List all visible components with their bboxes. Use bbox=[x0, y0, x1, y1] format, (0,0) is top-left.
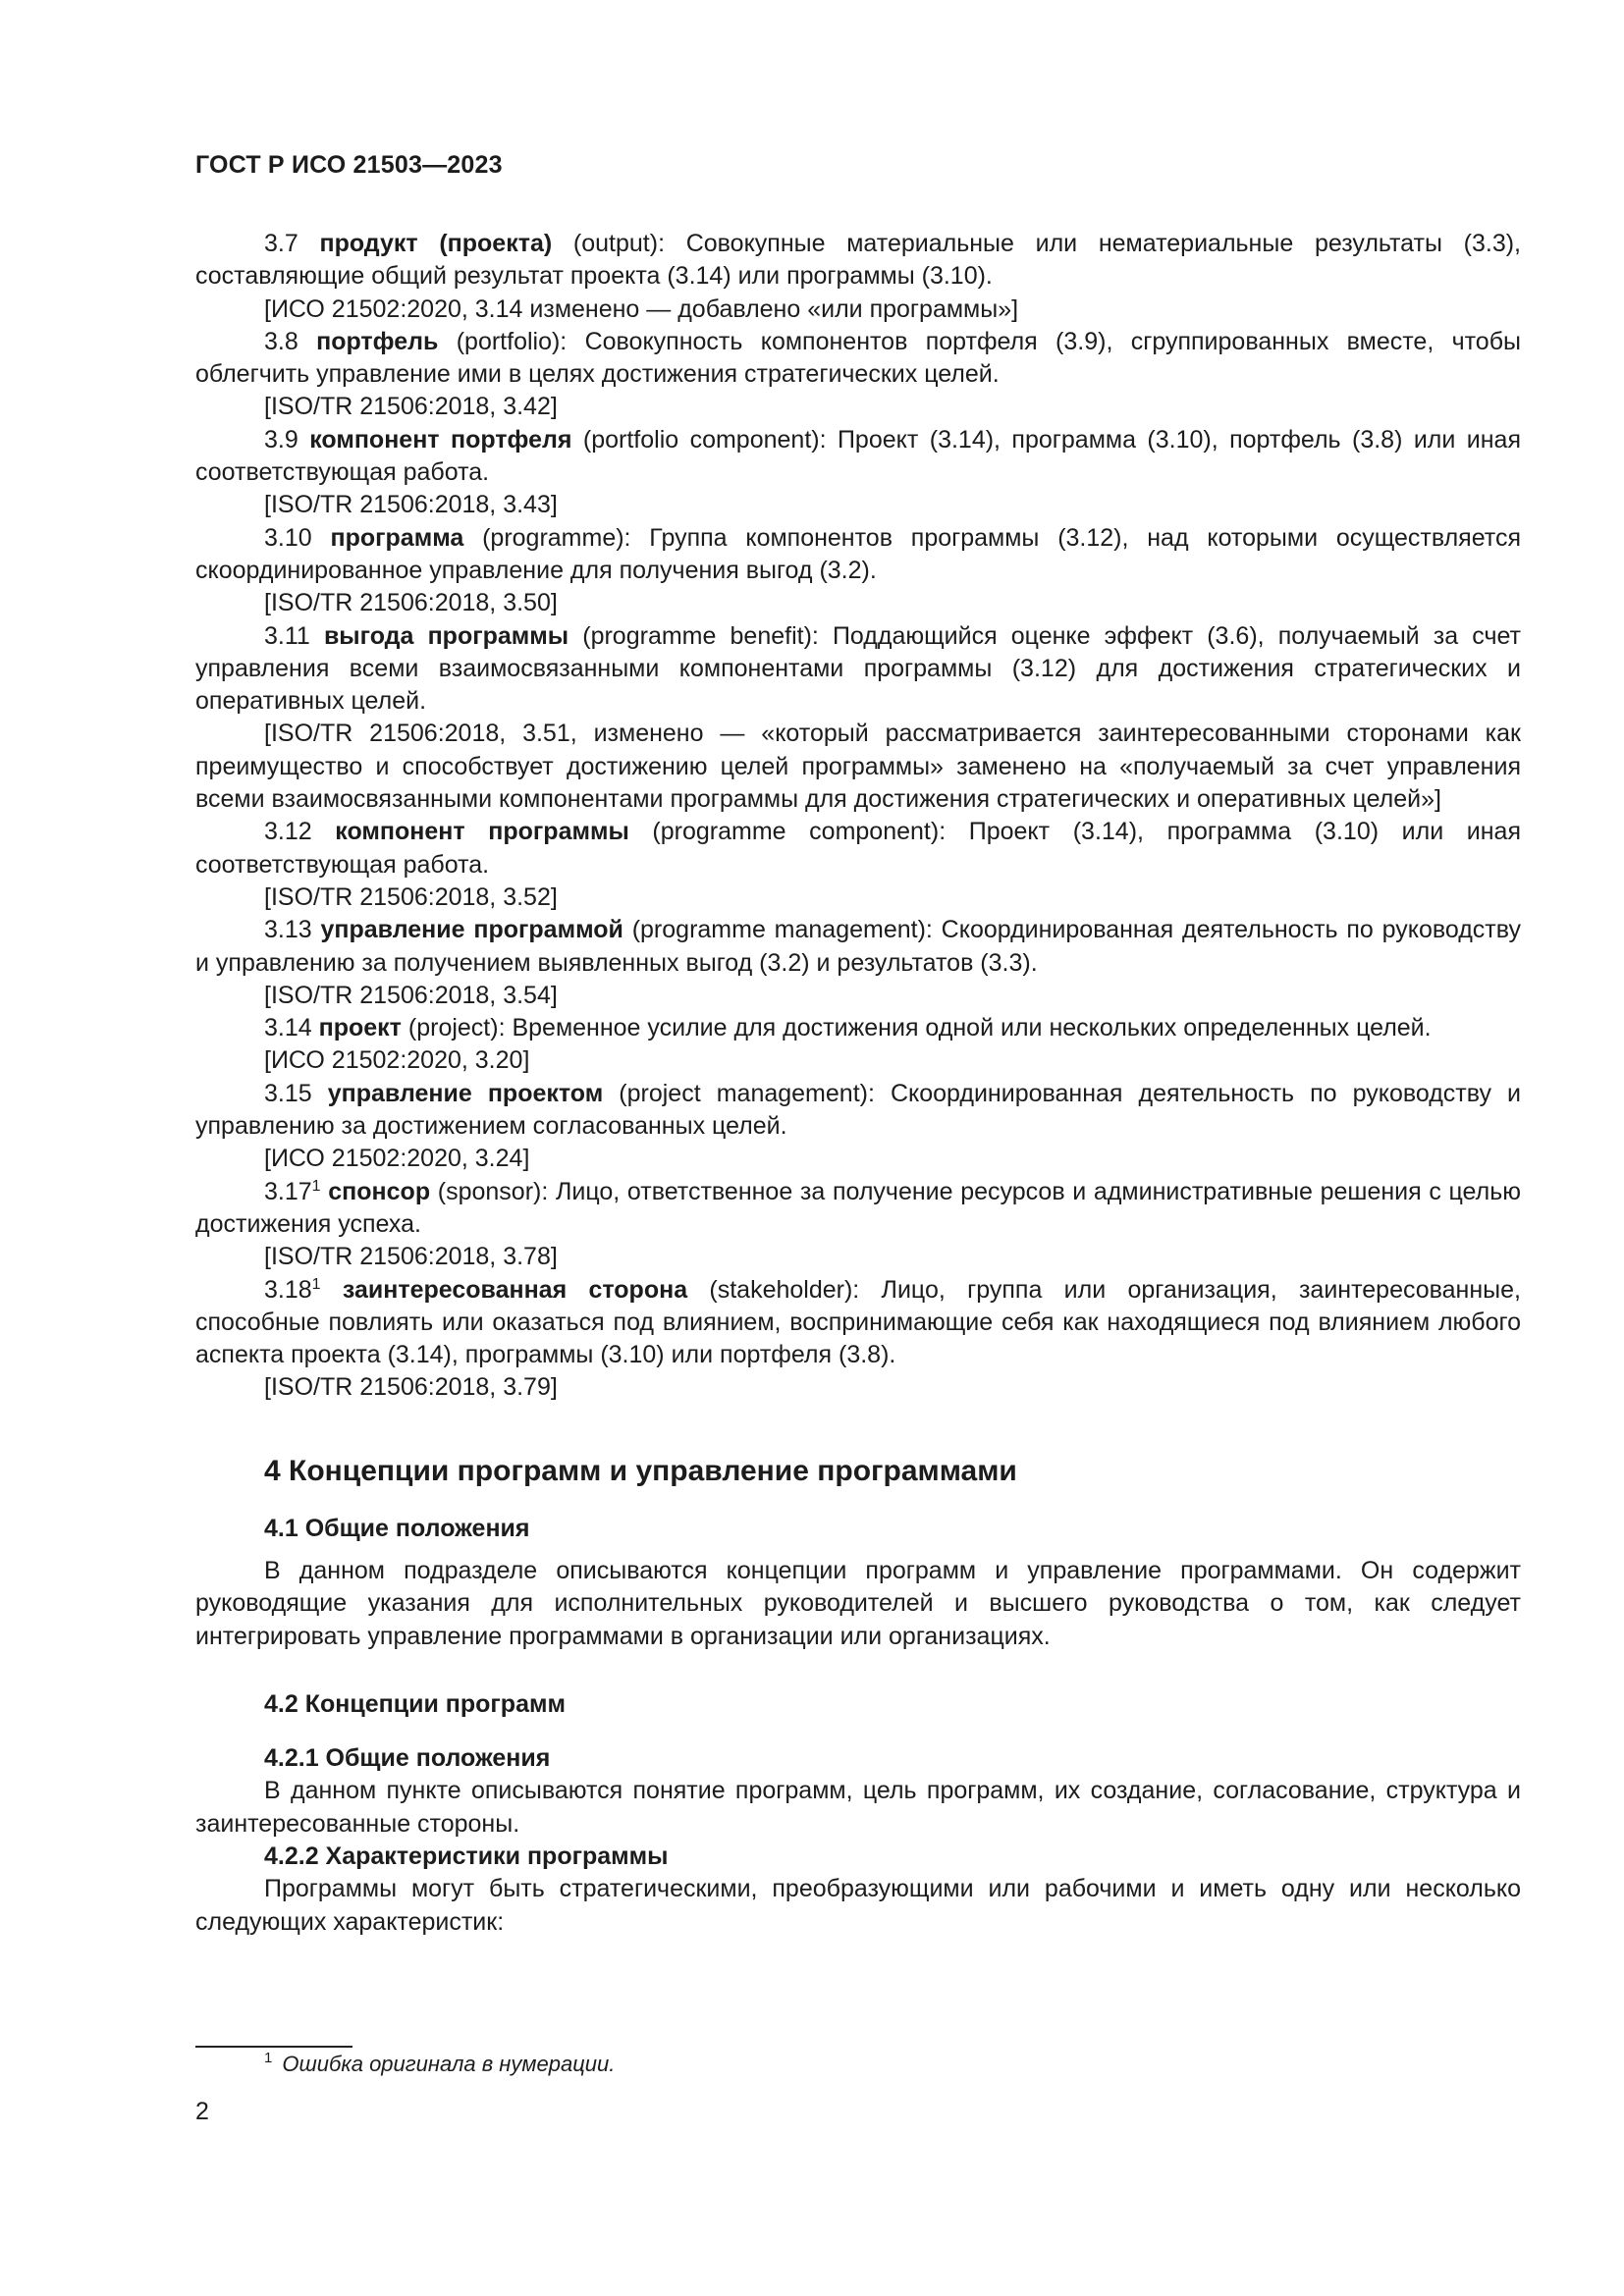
paragraph: В данном пункте описываются понятие программ, цель программ, их создание, согласование, структура и заинтересованные стороны. bbox=[195, 1777, 1521, 1838]
paragraph: В данном подразделе описываются концепции программ и управление программами. Он содержит руководящие указания для исполнительных руководителей и высшего руководства о том, как следует интегрировать управление программами в организации или организациях. bbox=[195, 1556, 1521, 1650]
definition-entry bbox=[195, 1012, 1521, 1078]
entry-number: 3.14 bbox=[264, 1014, 312, 1042]
entry-number: 3.9 bbox=[264, 425, 298, 454]
definition-text bbox=[195, 1012, 1521, 1044]
entry-number: 3.18 bbox=[264, 1275, 312, 1304]
definition-entry bbox=[195, 522, 1521, 620]
document-body bbox=[195, 228, 1521, 1939]
footnote-text: Ошибка оригинала в нумерации. bbox=[282, 2052, 616, 2076]
definition-source: [ISO/TR 21506:2018, 3.78] bbox=[264, 1243, 558, 1271]
definition-source: [ISO/TR 21506:2018, 3.43] bbox=[264, 491, 558, 519]
definition-entry bbox=[195, 620, 1521, 817]
definition-entry bbox=[195, 424, 1521, 522]
definition-entry bbox=[195, 914, 1521, 1012]
definition-text bbox=[195, 914, 1521, 980]
entry-number: 3.10 bbox=[264, 523, 312, 552]
definition-body: (stakeholder): Лицо, группа или организация, заинтересованные, способные повлиять или оказаться под влиянием, воспринимающие себя как находящиеся под влиянием любого аспекта проекта (3.14), программы (3.10) или портфеля (3.8). bbox=[195, 1275, 1521, 1369]
definition-source: [ИСО 21502:2020, 3.14 изменено — добавлено «или программы»] bbox=[264, 294, 1019, 323]
definition-entry bbox=[195, 1274, 1521, 1405]
footnote-divider bbox=[195, 2046, 352, 2048]
definition-body: (project): Временное усилие для достижения одной или нескольких определенных целей. bbox=[401, 1014, 1432, 1042]
definition-text bbox=[195, 816, 1521, 881]
clause-heading: 4.2.1 Общие положения bbox=[264, 1744, 551, 1773]
footnote-marker: 1 bbox=[264, 2050, 273, 2066]
entry-number: 3.17 bbox=[264, 1177, 312, 1205]
definition-body: (project management): Скоординированная деятельность по руководству и управлению за достижением согласованных целей. bbox=[195, 1079, 1521, 1141]
section-heading: 4 Концепции программ и управление программами bbox=[264, 1454, 1017, 1487]
definition-text bbox=[195, 228, 1521, 294]
definition-body: (portfolio): Совокупность компонентов портфеля (3.9), сгруппированных вместе, чтобы облегчить управление ими в целях достижения стратегических целей. bbox=[195, 327, 1521, 389]
definition-body: (sponsor): Лицо, ответственное за получение ресурсов и административные решения с целью достижения успеха. bbox=[195, 1177, 1521, 1238]
entry-number: 3.12 bbox=[264, 818, 312, 846]
entry-number: 3.11 bbox=[264, 621, 310, 650]
definition-text bbox=[195, 522, 1521, 588]
term: портфель bbox=[316, 327, 439, 355]
definition-entry bbox=[195, 1176, 1521, 1274]
subsection-heading: 4.2 Концепции программ bbox=[264, 1689, 566, 1718]
term: проект bbox=[318, 1014, 402, 1042]
clause-heading: 4.2.2 Характеристики программы bbox=[264, 1842, 669, 1871]
term: компонент программы bbox=[335, 818, 629, 846]
entry-number: 3.13 bbox=[264, 916, 312, 944]
definition-entry bbox=[195, 326, 1521, 424]
definition-source: [ISO/TR 21506:2018, 3.50] bbox=[264, 589, 558, 617]
footnote bbox=[264, 2050, 615, 2079]
definition-text bbox=[195, 326, 1521, 392]
definition-source: [ИСО 21502:2020, 3.20] bbox=[264, 1046, 530, 1075]
definition-text bbox=[195, 1274, 1521, 1372]
term: продукт (проекта) bbox=[319, 230, 553, 257]
subsection-heading: 4.1 Общие положения bbox=[264, 1514, 530, 1542]
definition-text bbox=[195, 1176, 1521, 1242]
definition-entry bbox=[195, 228, 1521, 326]
definition-text bbox=[195, 620, 1521, 719]
term: управление программой bbox=[320, 916, 623, 944]
document-header: ГОСТ Р ИСО 21503—2023 bbox=[195, 151, 503, 179]
definition-body: (programme management): Скоординированная деятельность по руководству и управлению за получением выявленных выгод (3.2) и результатов (3.3). bbox=[195, 916, 1521, 977]
term: выгода программы bbox=[323, 621, 569, 650]
definition-source: [ISO/TR 21506:2018, 3.51, изменено — «который рассматривается заинтересованными сторонами как преимущество и способствует достижению целей программы» заменено на «получаемый за счет управления всеми взаимосвязанными компонентами программы для достижения стратегических и оперативных целей»] bbox=[195, 720, 1521, 814]
definition-source: [ISO/TR 21506:2018, 3.79] bbox=[264, 1373, 558, 1402]
footnote-ref: 1 bbox=[311, 1177, 321, 1195]
definition-source: [ISO/TR 21506:2018, 3.42] bbox=[264, 393, 558, 421]
definition-source: [ИСО 21502:2020, 3.24] bbox=[264, 1145, 530, 1173]
term: заинтересованная сторона bbox=[342, 1275, 688, 1304]
definition-body: (programme component): Проект (3.14), программа (3.10) или иная соответствующая работа. bbox=[195, 818, 1521, 879]
definition-body: (programme benefit): Поддающийся оценке эффект (3.6), получаемый за счет управления всеми взаимосвязанными компонентами программы (3.12) для достижения стратегических и оперативных целей. bbox=[195, 621, 1521, 716]
term: спонсор bbox=[328, 1177, 431, 1205]
definition-body: (portfolio component): Проект (3.14), программа (3.10), портфель (3.8) или иная соответствующая работа. bbox=[195, 425, 1521, 487]
definition-source: [ISO/TR 21506:2018, 3.54] bbox=[264, 981, 558, 1009]
definition-body: (programme): Группа компонентов программы (3.12), над которыми осуществляется скоординированное управление для получения выгод (3.2). bbox=[195, 523, 1521, 584]
definition-entry bbox=[195, 1078, 1521, 1176]
definition-entry bbox=[195, 816, 1521, 914]
definition-source: [ISO/TR 21506:2018, 3.52] bbox=[264, 882, 558, 911]
definition-body: (output): Совокупные материальные или нематериальные результаты (3.3), составляющие общий результат проекта (3.14) или программы (3.10). bbox=[195, 230, 1521, 291]
page-number: 2 bbox=[195, 2098, 209, 2125]
entry-number: 3.8 bbox=[264, 327, 298, 355]
entry-number: 3.7 bbox=[264, 230, 298, 257]
paragraph: Программы могут быть стратегическими, преобразующими или рабочими и иметь одну или несколько следующих характеристик: bbox=[195, 1875, 1521, 1936]
definition-text bbox=[195, 424, 1521, 490]
term: программа bbox=[330, 523, 464, 552]
entry-number: 3.15 bbox=[264, 1079, 312, 1107]
term: управление проектом bbox=[327, 1079, 604, 1107]
definition-text bbox=[195, 1078, 1521, 1144]
term: компонент портфеля bbox=[309, 425, 572, 454]
footnote-ref: 1 bbox=[311, 1275, 321, 1293]
